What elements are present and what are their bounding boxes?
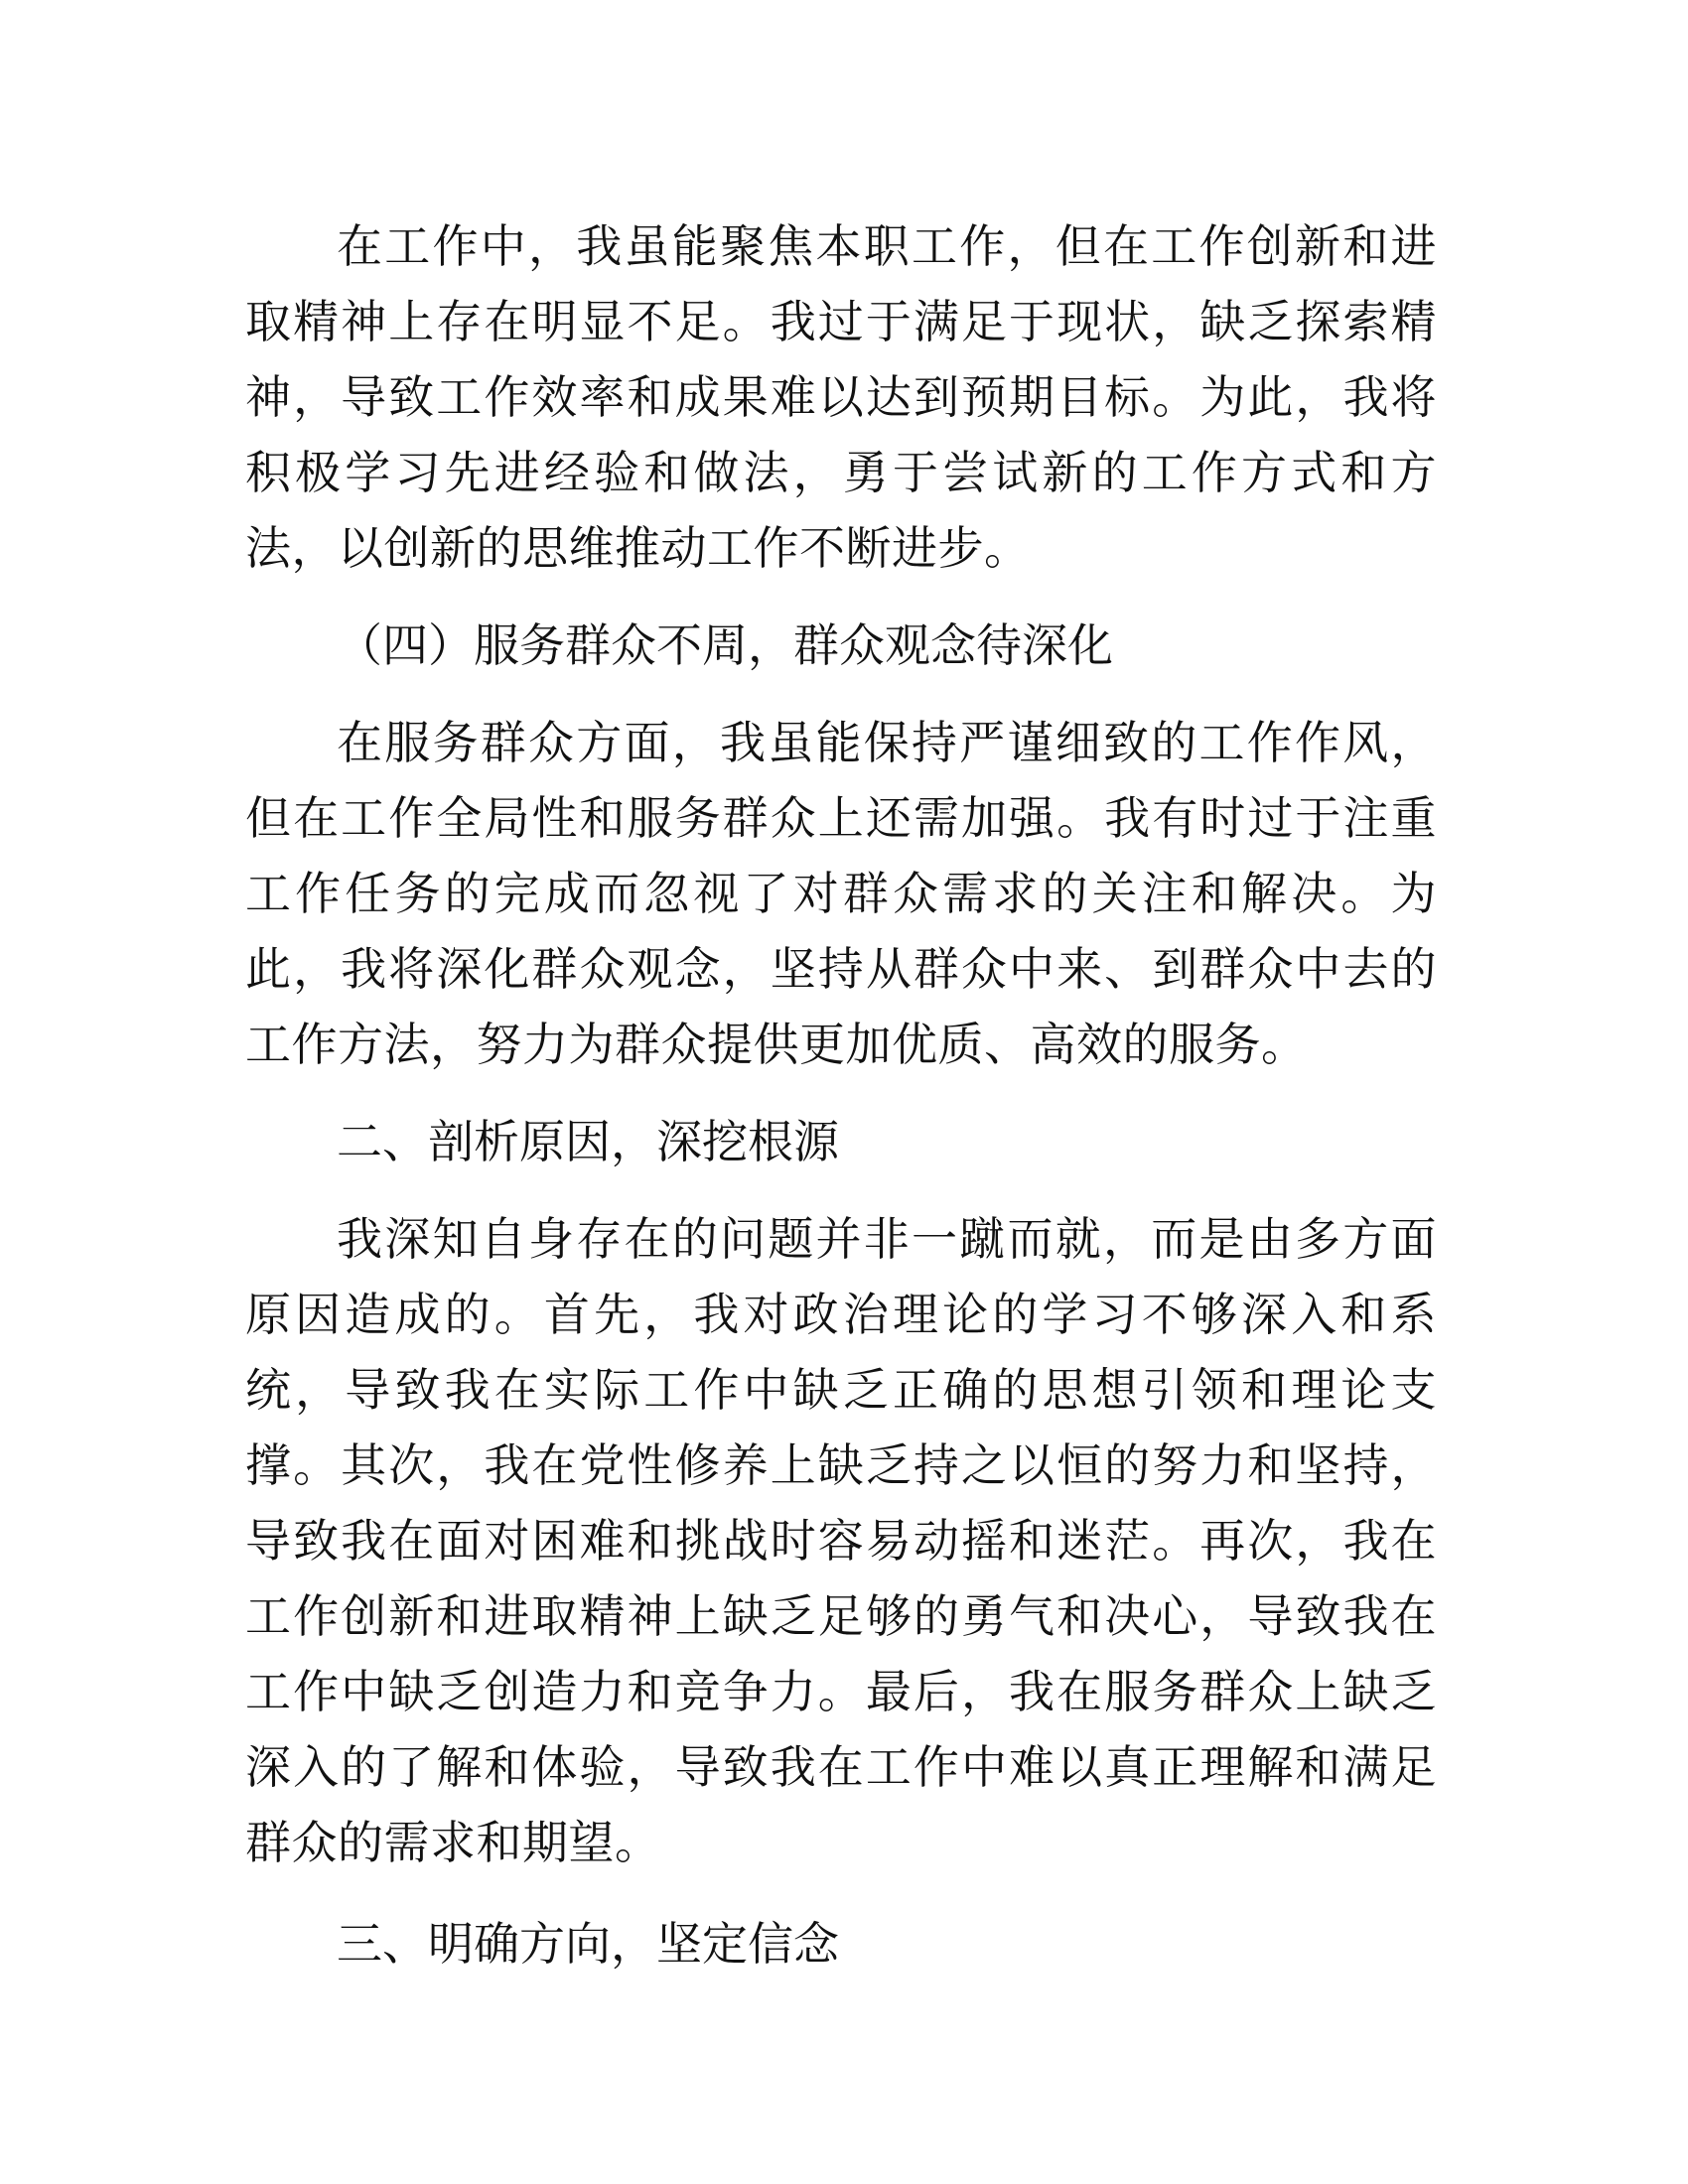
spacer (245, 1880, 1437, 1906)
paragraph-service: 在服务群众方面，我虽能保持严谨细致的工作作风，但在工作全局性和服务群众上还需加强。我有时过于注重工作任务的完成而忽视了对群众需求的关注和解决。为此，我将深化群众观念，坚持从群众中来、到群众中去的工作方法，努力为群众提供更加优质、高效的服务。 (245, 716, 1437, 1071)
section-heading-service: （四）服务群众不周，群众观念待深化 (337, 618, 1113, 672)
paragraph-cause: 我深知自身存在的问题并非一蹴而就，而是由多方面原因造成的。首先，我对政治理论的学习不够深入和系统，导致我在实际工作中缺乏正确的思想引领和理论支撑。其次，我在党性修养上缺乏持之以恒的努力和坚持，导致我在面对困难和挑战时容易动摇和迷茫。再次，我在工作创新和进取精神上缺乏足够的勇气和决心，导致我在工作中缺乏创造力和竞争力。最后，我在服务群众上缺乏深入的了解和体验，导致我在工作中难以真正理解和满足群众的需求和期望。 (245, 1212, 1437, 1869)
spacer (245, 586, 1437, 608)
paragraph-innovation: 在工作中，我虽能聚焦本职工作，但在工作创新和进取精神上存在明显不足。我过于满足于现状，缺乏探索精神，导致工作效率和成果难以达到预期目标。为此，我将积极学习先进经验和做法，勇于尝试新的工作方式和方法，以创新的思维推动工作不断进步。 (245, 219, 1437, 575)
document-page (245, 208, 1437, 1981)
section-heading-direction: 三、明确方向，坚定信念 (337, 1917, 839, 1971)
spacer (245, 683, 1437, 705)
section-heading-cause: 二、剖析原因，深挖根源 (337, 1115, 839, 1168)
spacer (245, 1082, 1437, 1104)
spacer (245, 1179, 1437, 1201)
